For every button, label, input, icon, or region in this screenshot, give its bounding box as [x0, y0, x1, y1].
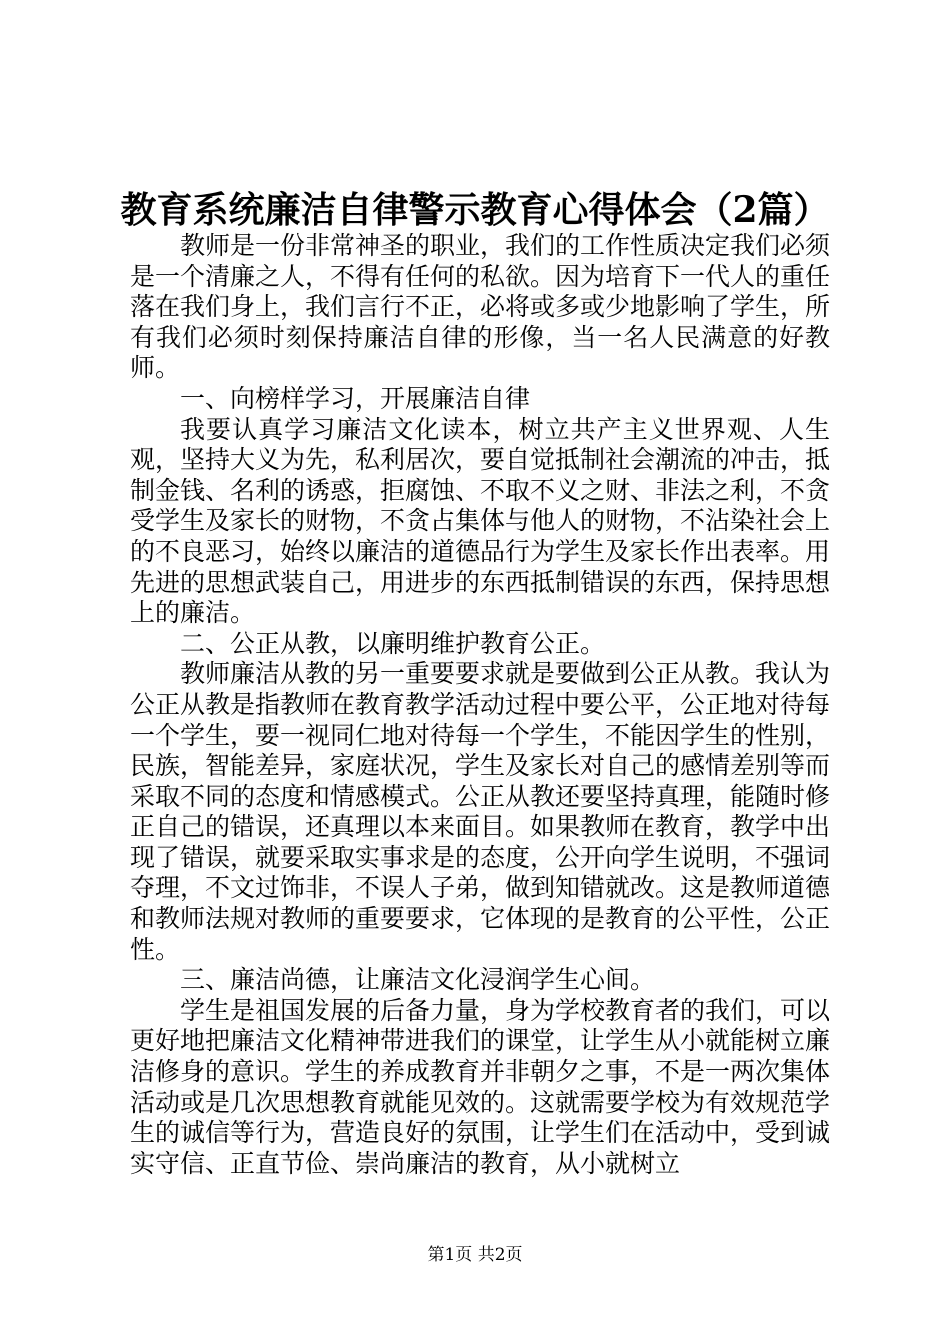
document-body — [130, 231, 830, 1179]
section-heading-2: 二、公正从教，以廉明维护教育公正。 — [180, 628, 606, 658]
paragraph-intro: 教师是一份非常神圣的职业，我们的工作性质决定我们必须是一个清廉之人，不得有任何的私欲。因为培育下一代人的重任落在我们身上，我们言行不正，必将或多或少地影响了学生，所有我们必须时刻保持廉洁自律的形像，当一名人民满意的好教师。 — [130, 231, 831, 383]
section-heading-3: 三、廉洁尚德，让廉洁文化浸润学生心间。 — [180, 965, 656, 995]
section-heading-1: 一、向榜样学习，开展廉洁自律 — [180, 383, 531, 413]
document-title: 教育系统廉洁自律警示教育心得体会（2篇） — [120, 189, 830, 231]
paragraph-section-1: 我要认真学习廉洁文化读本，树立共产主义世界观、人生观，坚持大义为先，私利居次，要自觉抵制社会潮流的冲击，抵制金钱、名利的诱惑，拒腐蚀、不取不义之财、非法之利，不贪受学生及家长的财物，不贪占集体与他人的财物，不沾染社会上的不良恶习，始终以廉洁的道德品行为学生及家长作出表率。用先进的思想武装自己，用进步的东西抵制错误的东西，保持思想上的廉洁。 — [130, 414, 831, 628]
paragraph-section-3: 学生是祖国发展的后备力量，身为学校教育者的我们，可以更好地把廉洁文化精神带进我们的课堂，让学生从小就能树立廉洁修身的意识。学生的养成教育并非朝夕之事，不是一两次集体活动或是几次思想教育就能见效的。这就需要学校为有效规范学生的诚信等行为，营造良好的氛围，让学生们在活动中，受到诚实守信、正直节俭、崇尚廉洁的教育，从小就树立 — [130, 995, 831, 1178]
page-number-footer: 第1页 共2页 — [427, 1245, 523, 1265]
paragraph-section-2: 教师廉洁从教的另一重要要求就是要做到公正从教。我认为公正从教是指教师在教育教学活动过程中要公平，公正地对待每一个学生，要一视同仁地对待每一个学生，不能因学生的性别，民族，智能差异，家庭状况，学生及家长对自己的感情差别等而采取不同的态度和情感模式。公正从教还要坚持真理，能随时修正自己的错误，还真理以本来面目。如果教师在教育，教学中出现了错误，就要采取实事求是的态度，公开向学生说明，不强词夺理，不文过饰非，不误人子弟，做到知错就改。这是教师道德和教师法规对教师的重要要求，它体现的是教育的公平性，公正性。 — [130, 659, 831, 964]
